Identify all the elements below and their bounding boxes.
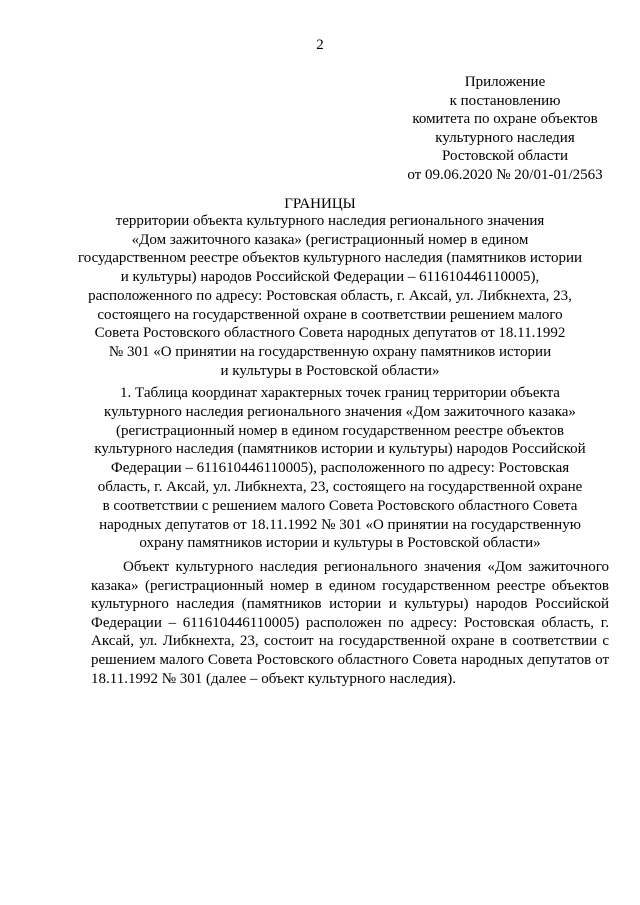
body-paragraph: Объект культурного наследия регионального значения «Дом зажиточного казака» (регистрационный номер в едином государственном реестре объектов культурного наследия (памятников истории и культуры) народов Российской Федерации – 611610446110005) расположен по адресу: Ростовская область, г. Аксай, ул. Либкнехта, 23, состоит на государственной охране в соответствии с решением малого Совета Ростовского областного Совета народных депутатов от 18.11.1992 № 301 (далее – объект культурного наследия). bbox=[91, 559, 609, 687]
title-description-line: государственном реестре объектов культурного наследия (памятников истории bbox=[77, 250, 583, 267]
title-description-line: состоящего на государственной охране в соответствии решением малого bbox=[97, 306, 563, 323]
page-number: 2 bbox=[316, 37, 324, 53]
point-1-line: народных депутатов от 18.11.1992 № 301 «О принятии на государственную bbox=[99, 516, 581, 533]
appendix-header bbox=[360, 73, 640, 185]
title-description-line: № 301 «О принятии на государственную охрану памятников истории bbox=[108, 343, 552, 360]
point-1-heading bbox=[70, 384, 610, 553]
title-description-line: и культуры в Ростовской области» bbox=[220, 362, 440, 379]
title-description-line: и культуры) народов Российской Федерации – 611610446110005), bbox=[120, 269, 540, 286]
point-1-line: культурного наследия (памятников истории и культуры) народов Российской bbox=[94, 441, 586, 458]
appendix-line: к постановлению bbox=[449, 92, 561, 109]
point-1-line: 1. Таблица координат характерных точек границ территории объекта bbox=[120, 385, 560, 401]
title-description-line: «Дом зажиточного казака» (регистрационный номер в едином bbox=[131, 231, 529, 248]
title-description bbox=[60, 212, 600, 380]
appendix-line: комитета по охране объектов bbox=[412, 111, 598, 128]
appendix-line: Ростовской области bbox=[442, 148, 568, 165]
point-1-line: область, г. Аксай, ул. Либкнехта, 23, состоящего на государственной охране bbox=[97, 478, 583, 495]
appendix-line: культурного наследия bbox=[435, 129, 575, 146]
appendix-line: от 09.06.2020 № 20/01-01/2563 bbox=[407, 166, 603, 183]
document-title: ГРАНИЦЫ bbox=[284, 196, 356, 212]
point-1-line: культурного наследия регионального значения «Дом зажиточного казака» bbox=[104, 403, 576, 420]
title-description-line: территории объекта культурного наследия регионального значения bbox=[115, 213, 545, 229]
title-description-line: Совета Ростовского областного Совета народных депутатов от 18.11.1992 bbox=[94, 325, 566, 342]
point-1-line: (регистрационный номер в едином государственном реестре объектов bbox=[116, 422, 564, 439]
appendix-line: Приложение bbox=[464, 74, 546, 90]
point-1-line: охрану памятников истории и культуры в Ростовской области» bbox=[139, 535, 541, 552]
title-description-line: расположенного по адресу: Ростовская область, г. Аксай, ул. Либкнехта, 23, bbox=[88, 287, 572, 304]
point-1-line: в соответствии с решением малого Совета Ростовского областного Совета bbox=[102, 497, 578, 514]
point-1-line: Федерации – 611610446110005), расположенного по адресу: Ростовская bbox=[110, 460, 570, 477]
